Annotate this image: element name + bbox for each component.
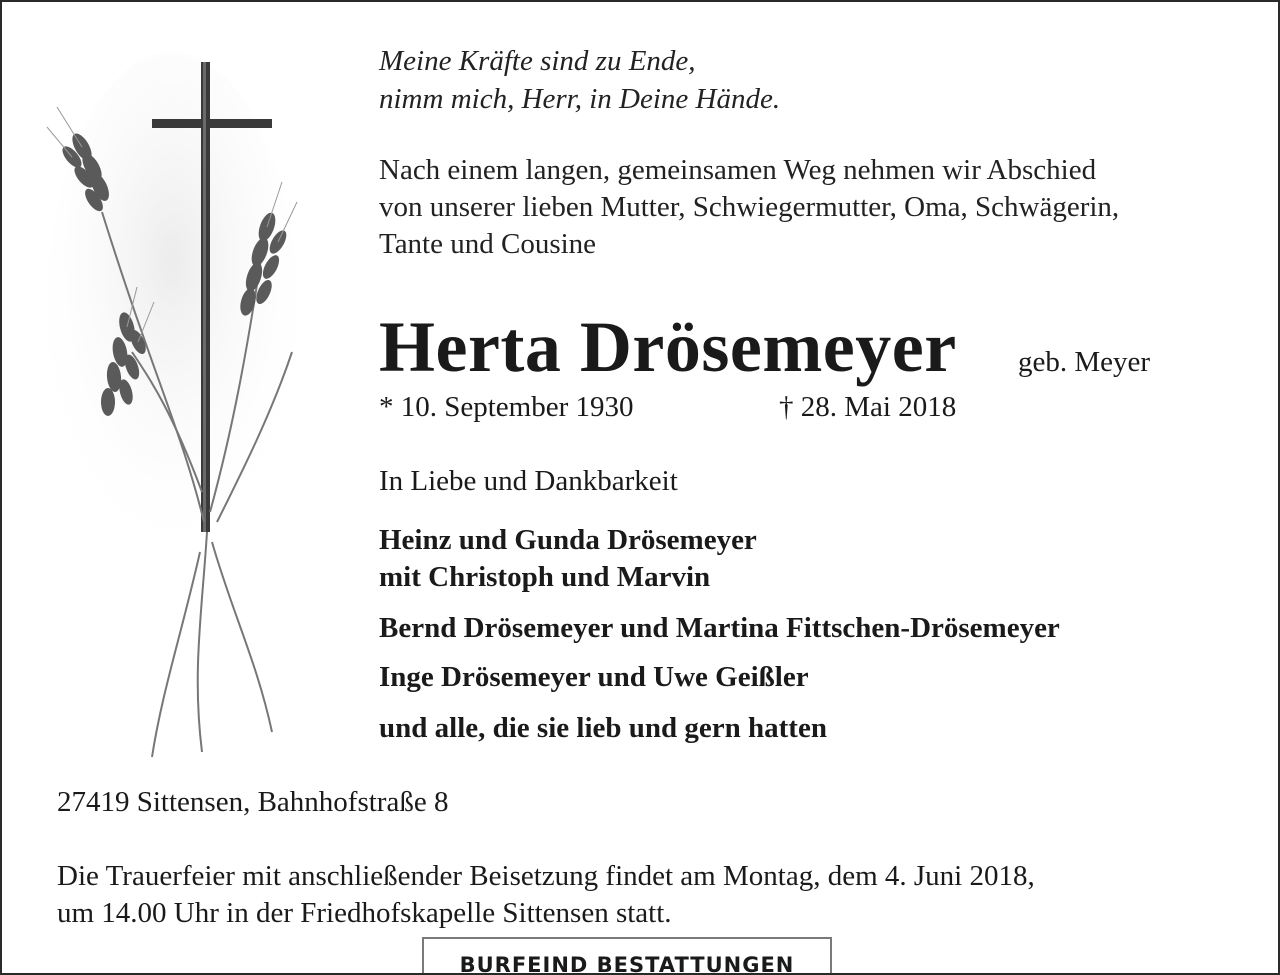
family-line: mit Christoph und Marvin (379, 561, 711, 593)
birth-date: * 10. September 1930 (379, 391, 634, 423)
farewell-line: Tante und Cousine (379, 228, 597, 260)
verse-line: nimm mich, Herr, in Deine Hände. (379, 83, 781, 115)
maiden-name: geb. Meyer (1018, 346, 1151, 378)
death-date: † 28. Mai 2018 (779, 391, 957, 423)
gratitude-line: In Liebe und Dankbarkeit (379, 465, 678, 497)
family-line: und alle, die sie lieb und gern hatten (379, 712, 827, 744)
funeral-line: Die Trauerfeier mit anschließender Beisetzung findet am Montag, dem 4. Juni 2018, (57, 860, 1035, 892)
family-line: Inge Drösemeyer und Uwe Geißler (379, 661, 809, 693)
deceased-name: Herta Drösemeyer (379, 307, 957, 387)
undertaker-name: BURFEIND BESTATTUNGEN (459, 953, 795, 975)
verse-line: Meine Kräfte sind zu Ende, (379, 45, 696, 77)
funeral-line: um 14.00 Uhr in der Friedhofskapelle Sittensen statt. (57, 897, 672, 929)
address: 27419 Sittensen, Bahnhofstraße 8 (57, 786, 449, 818)
cross-with-wheat-icon (42, 52, 302, 772)
family-line: Bernd Drösemeyer und Martina Fittschen-Drösemeyer (379, 612, 1060, 644)
bible-verse (379, 42, 780, 118)
funeral-details (57, 858, 1234, 932)
farewell-line: von unserer lieben Mutter, Schwiegermutter, Oma, Schwägerin, (379, 191, 1120, 223)
farewell-text (379, 152, 1234, 263)
family-line: Heinz und Gunda Drösemeyer (379, 524, 757, 556)
farewell-line: Nach einem langen, gemeinsamen Weg nehmen wir Abschied (379, 154, 1097, 186)
undertaker-logo (422, 937, 832, 975)
